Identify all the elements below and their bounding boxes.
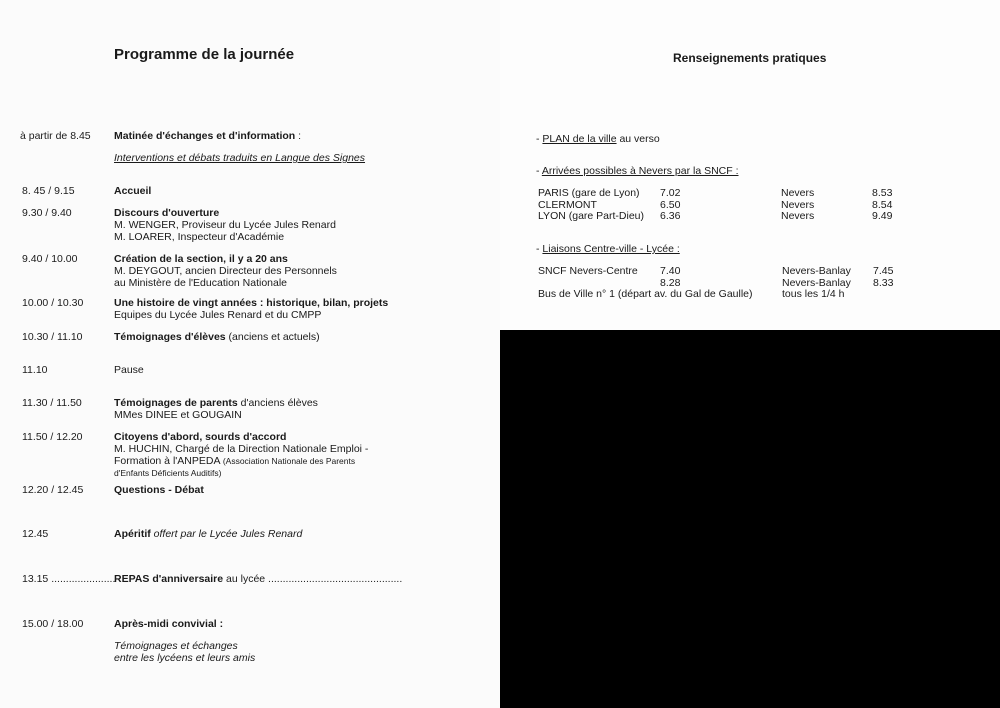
plan-link: PLAN de la ville [542, 133, 617, 145]
schedule-time: 8. 45 / 9.15 [22, 185, 75, 197]
liaison-dep: 7.40 [660, 265, 681, 277]
liaisons-heading: - Liaisons Centre-ville - Lycée : [536, 243, 680, 255]
afternoon-line: entre les lycéens et leurs amis [114, 652, 256, 664]
schedule-detail: au Ministère de l'Education Nationale [114, 277, 288, 289]
afternoon-line: Témoignages et échanges [114, 640, 238, 652]
schedule-detail: M. LOARER, Inspecteur d'Académie [114, 231, 285, 243]
plan-line [536, 133, 660, 145]
programme-title: Programme de la journée [114, 46, 295, 63]
schedule-title: Citoyens d'abord, sourds d'accord [114, 431, 287, 443]
schedule-title: Accueil [114, 185, 152, 197]
schedule-time: 11.30 / 11.50 [22, 397, 82, 409]
schedule-entry [114, 397, 318, 409]
arrival-to: Nevers [781, 199, 815, 211]
schedule-detail-small: (Association Nationale des Parents [220, 456, 356, 466]
schedule-time: 12.45 [22, 528, 49, 540]
arrival-from: LYON (gare Part-Dieu) [538, 210, 645, 222]
schedule-rest: d'anciens élèves [237, 397, 318, 409]
schedule-time: 9.30 / 9.40 [22, 207, 72, 219]
arrival-arr: 9.49 [872, 210, 893, 222]
bus-frequency: tous les 1/4 h [782, 288, 845, 300]
schedule-detail: M. DEYGOUT, ancien Directeur des Personnels [114, 265, 337, 277]
arrival-arr: 8.54 [872, 199, 893, 211]
schedule-entry [114, 573, 402, 585]
sncf-heading-text: Arrivées possibles à Nevers par la SNCF : [541, 165, 739, 177]
schedule-time: 9.40 / 10.00 [22, 253, 78, 265]
sncf-heading: - Arrivées possibles à Nevers par la SNCF : [536, 165, 739, 177]
schedule-detail: MMes DINEE et GOUGAIN [114, 409, 242, 421]
intro-heading-suffix: : [295, 130, 302, 142]
schedule-detail: M. WENGER, Proviseur du Lycée Jules Renard [114, 219, 336, 231]
arrival-to: Nevers [781, 210, 815, 222]
arrival-from: PARIS (gare de Lyon) [538, 187, 640, 199]
intro-heading [114, 130, 301, 142]
schedule-time: 12.20 / 12.45 [22, 484, 84, 496]
arrival-to: Nevers [781, 187, 815, 199]
redacted-area [500, 330, 1000, 708]
schedule-detail: Equipes du Lycée Jules Renard et du CMPP [114, 309, 322, 321]
schedule-rest: au lycée .............................................. [223, 573, 403, 585]
schedule-title: Après-midi convivial : [114, 618, 224, 630]
schedule-title: Apéritif [114, 528, 151, 540]
schedule-rest: (anciens et actuels) [225, 331, 320, 343]
schedule-title: Témoignages de parents [114, 397, 238, 409]
schedule-title: Création de la section, il y a 20 ans [114, 253, 288, 265]
plan-prefix: - [536, 133, 543, 145]
schedule-time: 15.00 / 18.00 [22, 618, 84, 630]
schedule-detail-small: d'Enfants Déficients Auditifs) [114, 468, 222, 478]
liaison-arr: 8.33 [873, 277, 894, 289]
schedule-time: 10.30 / 11.10 [22, 331, 83, 343]
liaison-to: Nevers-Banlay [782, 265, 851, 277]
schedule-entry [114, 528, 302, 540]
intro-subtitle: Interventions et débats traduits en Langue des Signes [114, 152, 366, 164]
arrival-from: CLERMONT [538, 199, 597, 211]
schedule-title: Témoignages d'élèves [114, 331, 226, 343]
schedule-rest: offert par le Lycée Jules Renard [150, 528, 303, 540]
plan-suffix: au verso [616, 133, 660, 145]
intro-time: à partir de 8.45 [20, 130, 91, 142]
schedule-time: 10.00 / 10.30 [22, 297, 84, 309]
schedule-title: Discours d'ouverture [114, 207, 220, 219]
schedule-entry [114, 331, 320, 343]
liaison-dep: 8.28 [660, 277, 681, 289]
practical-title: Renseignements pratiques [673, 51, 827, 65]
schedule-detail-main: Formation à l'ANPEDA [114, 455, 221, 467]
practical-info-page [500, 0, 1000, 330]
arrival-dep: 7.02 [660, 187, 681, 199]
schedule-title: Une histoire de vingt années : historique, bilan, projets [114, 297, 389, 309]
schedule-title: Questions - Débat [114, 484, 204, 496]
arrival-dep: 6.36 [660, 210, 681, 222]
schedule-time: 13.15 ...................... [22, 573, 116, 585]
intro-heading-bold: Matinée d'échanges et d'information [114, 130, 296, 142]
arrival-arr: 8.53 [872, 187, 893, 199]
schedule-time: 11.50 / 12.20 [22, 431, 83, 443]
liaisons-heading-text: Liaisons Centre-ville - Lycée : [542, 243, 680, 255]
bus-line: Bus de Ville n° 1 (départ av. du Gal de Gaulle) [538, 288, 753, 300]
schedule-title: REPAS d'anniversaire [114, 573, 224, 585]
schedule-time: 11.10 [22, 364, 48, 376]
liaison-arr: 7.45 [873, 265, 894, 277]
liaison-to: Nevers-Banlay [782, 277, 851, 289]
liaison-from: SNCF Nevers-Centre [538, 265, 638, 277]
schedule-rest: Pause [114, 364, 144, 376]
arrival-dep: 6.50 [660, 199, 681, 211]
schedule-detail [114, 455, 355, 467]
schedule-detail: M. HUCHIN, Chargé de la Direction Nationale Emploi - [114, 443, 369, 455]
